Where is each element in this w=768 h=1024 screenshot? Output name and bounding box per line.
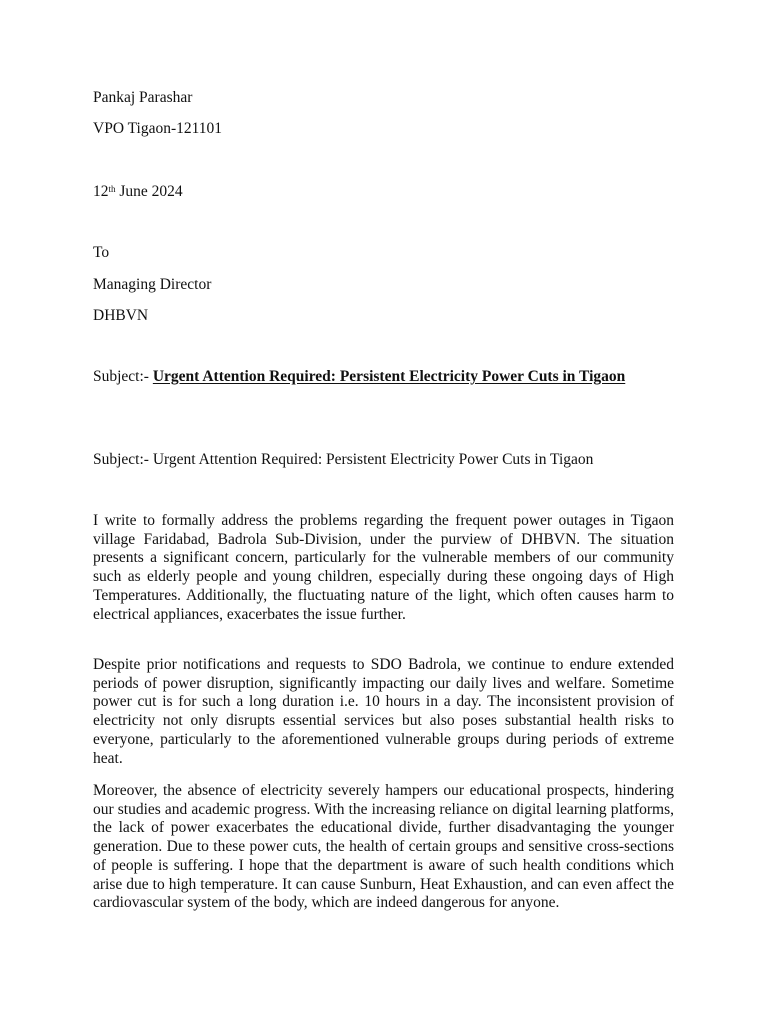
date-day: 12: [93, 183, 109, 200]
subject-heading-plain: Subject:- Urgent Attention Required: Persistent Electricity Power Cuts in Tigaon: [93, 451, 594, 468]
date-suffix: th: [108, 184, 116, 194]
subject-title-underlined: Urgent Attention Required: Persistent Electricity Power Cuts in Tigaon: [152, 368, 626, 385]
sender-name: Pankaj Parashar: [93, 89, 193, 106]
sender-address: VPO Tigaon-121101: [93, 120, 223, 137]
subject-prefix: Subject:-: [93, 368, 153, 385]
recipient-title: Managing Director: [93, 276, 212, 293]
letter-date: [93, 183, 183, 201]
subject-heading-bold: [93, 368, 653, 386]
recipient-to: To: [93, 244, 110, 261]
body-paragraph-2: Despite prior notifications and requests to SDO Badrola, we continue to endure extended periods of power disruption, significantly impacting our daily lives and welfare. Sometime power cut is for such a long duration i.e. 10 hours in a day. The inconsistent provision of electricity not only disrupts essential services but also poses substantial health risks to everyone, particularly to the aforementioned vulnerable groups during periods of extreme heat.: [93, 656, 674, 767]
body-paragraph-3: Moreover, the absence of electricity severely hampers our educational prospects, hindering our studies and academic progress. With the increasing reliance on digital learning platforms, the lack of power exacerbates the educational divide, further disadvantaging the younger generation. Due to these power cuts, the health of certain groups and sensitive cross-sections of people is suffering. I hope that the department is aware of such health conditions which arise due to high temperature. It can cause Sunburn, Heat Exhaustion, and can even affect the cardiovascular system of the body, which are indeed dangerous for anyone.: [93, 782, 674, 912]
recipient-org: DHBVN: [93, 307, 149, 324]
body-paragraph-1: I write to formally address the problems regarding the frequent power outages in Tigaon village Faridabad, Badrola Sub-Division, under the purview of DHBVN. The situation presents a significant concern, particularly for the vulnerable members of our community such as elderly people and young children, especially during these ongoing days of High Temperatures. Additionally, the fluctuating nature of the light, which often causes harm to electrical appliances, exacerbates the issue further.: [93, 512, 674, 623]
date-rest: June 2024: [115, 183, 183, 200]
